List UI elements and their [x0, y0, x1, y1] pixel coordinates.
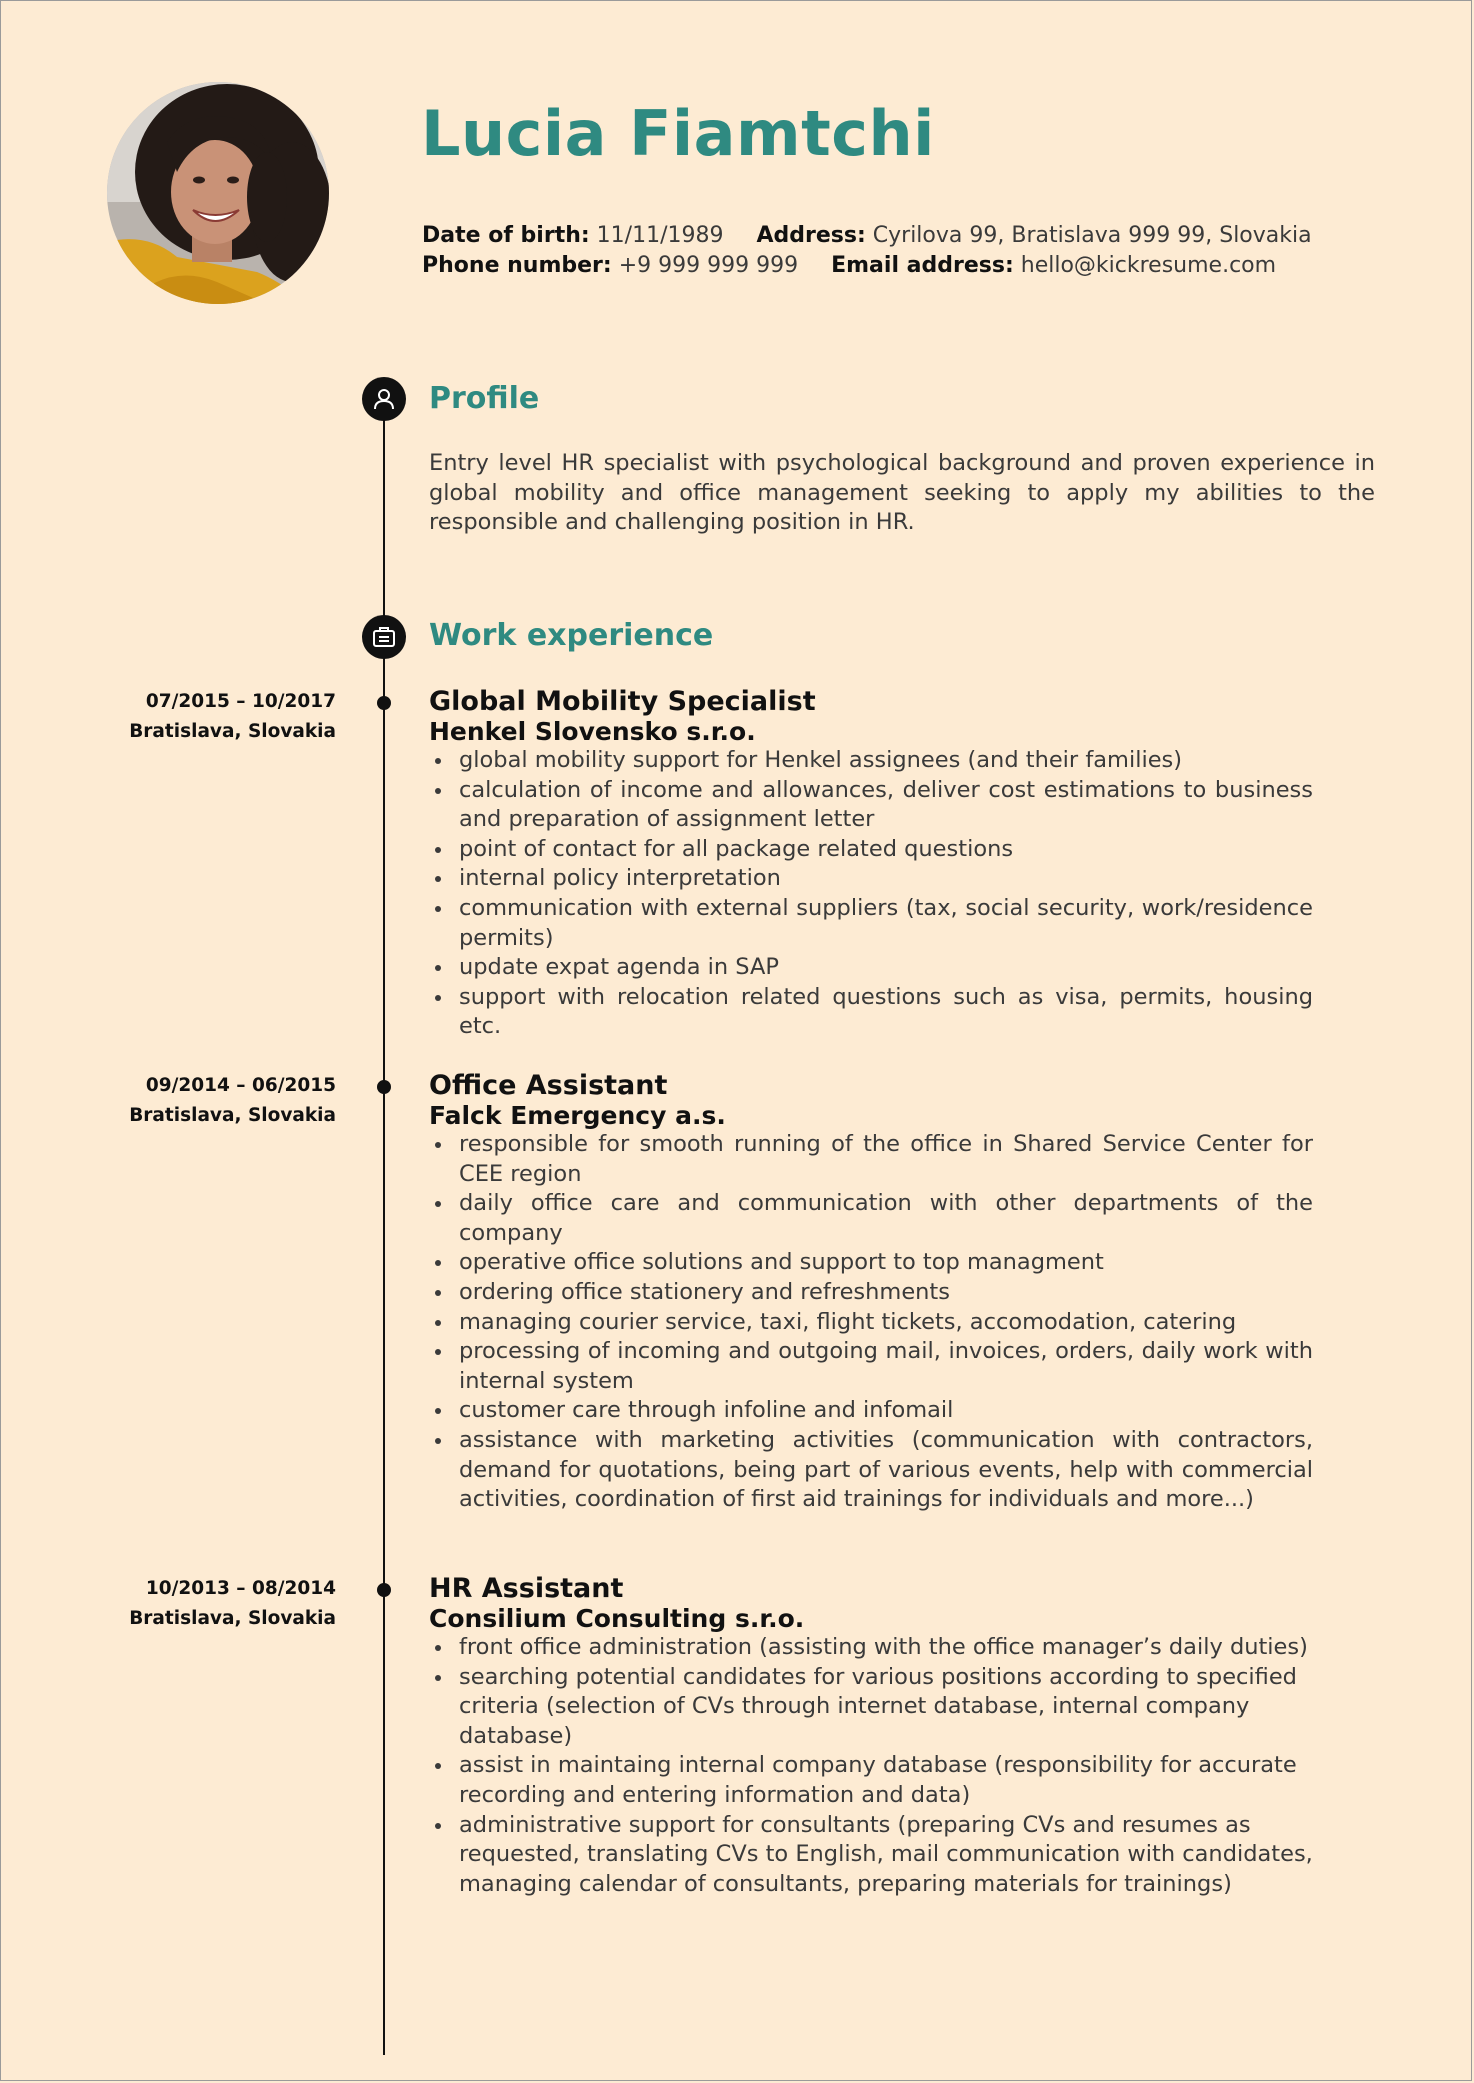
list-item: update expat agenda in SAP	[429, 953, 1313, 983]
job-duties	[429, 1633, 1313, 1899]
profile-photo	[107, 82, 329, 304]
address-label: Address:	[756, 223, 866, 248]
list-item: processing of incoming and outgoing mail, invoices, orders, daily work with internal system	[429, 1337, 1313, 1396]
job-location: Bratislava, Slovakia	[129, 1608, 336, 1629]
list-item: front office administration (assisting with the office manager’s daily duties)	[429, 1633, 1313, 1663]
work-experience-heading: Work experience	[429, 618, 714, 653]
contact-row-1	[422, 223, 1312, 248]
list-item: support with relocation related questions such as visa, permits, housing etc.	[429, 983, 1313, 1042]
job-3-meta	[129, 1574, 336, 1634]
person-icon	[362, 377, 406, 421]
list-item: managing courier service, taxi, flight tickets, accomodation, catering	[429, 1308, 1313, 1338]
list-item: global mobility support for Henkel assignees (and their families)	[429, 746, 1313, 776]
job-1-meta	[129, 687, 336, 747]
job-dates: 10/2013 – 08/2014	[145, 1578, 336, 1599]
list-item: assist in maintaing internal company database (responsibility for accurate recording and entering information and data)	[429, 1751, 1313, 1810]
list-item: administrative support for consultants (preparing CVs and resumes as requested, translating CVs to English, mail communication with candidates, managing calendar of consultants, preparing materials for trainings)	[429, 1811, 1313, 1900]
list-item: calculation of income and allowances, deliver cost estimations to business and preparation of assignment letter	[429, 776, 1313, 835]
email-label: Email address:	[831, 253, 1014, 278]
list-item: communication with external suppliers (tax, social security, work/residence permits)	[429, 894, 1313, 953]
profile-heading: Profile	[429, 381, 540, 416]
list-item: responsible for smooth running of the office in Shared Service Center for CEE region	[429, 1130, 1313, 1189]
job-location: Bratislava, Slovakia	[129, 1105, 336, 1126]
list-item: internal policy interpretation	[429, 864, 1313, 894]
job-company: Falck Emergency a.s.	[429, 1101, 726, 1130]
job-dates: 07/2015 – 10/2017	[145, 691, 336, 712]
list-item: assistance with marketing activities (communication with contractors, demand for quotations, being part of various events, help with commercial activities, coordination of first aid trainings for individuals and more...)	[429, 1426, 1313, 1515]
job-title: HR Assistant	[429, 1573, 624, 1604]
job-company: Consilium Consulting s.r.o.	[429, 1604, 805, 1633]
job-2-meta	[129, 1071, 336, 1131]
list-item: point of contact for all package related questions	[429, 835, 1313, 865]
list-item: customer care through infoline and infomail	[429, 1396, 1313, 1426]
portrait-illustration	[107, 82, 329, 304]
timeline-dot	[377, 696, 391, 710]
job-1	[429, 687, 1313, 1042]
job-company: Henkel Slovensko s.r.o.	[429, 717, 756, 746]
list-item: ordering office stationery and refreshments	[429, 1278, 1313, 1308]
phone-value: +9 999 999 999	[618, 253, 799, 278]
job-location: Bratislava, Slovakia	[129, 721, 336, 742]
job-dates: 09/2014 – 06/2015	[145, 1075, 336, 1096]
address-value: Cyrilova 99, Bratislava 999 99, Slovakia	[872, 223, 1312, 248]
candidate-name: Lucia Fiamtchi	[421, 97, 935, 170]
list-item: searching potential candidates for various positions according to specified criteria (selection of CVs through internet database, internal company database)	[429, 1663, 1313, 1752]
contact-row-2	[422, 253, 1276, 278]
list-item: operative office solutions and support to top managment	[429, 1248, 1313, 1278]
list-item: daily office care and communication with other departments of the company	[429, 1189, 1313, 1248]
dob-label: Date of birth:	[422, 223, 590, 248]
job-duties	[429, 746, 1313, 1042]
job-title: Global Mobility Specialist	[429, 686, 816, 717]
phone-label: Phone number:	[422, 253, 612, 278]
timeline-dot	[377, 1583, 391, 1597]
dob-value: 11/11/1989	[596, 223, 724, 248]
briefcase-icon	[362, 615, 406, 659]
profile-summary: Entry level HR specialist with psychological background and proven experience in global mobility and office management seeking to apply my abilities to the responsible and challenging position in HR.	[429, 450, 1375, 536]
job-title: Office Assistant	[429, 1070, 668, 1101]
job-duties	[429, 1130, 1313, 1515]
job-2	[429, 1071, 1313, 1515]
email-value: hello@kickresume.com	[1020, 253, 1277, 278]
job-3	[429, 1574, 1313, 1899]
timeline-dot	[377, 1080, 391, 1094]
